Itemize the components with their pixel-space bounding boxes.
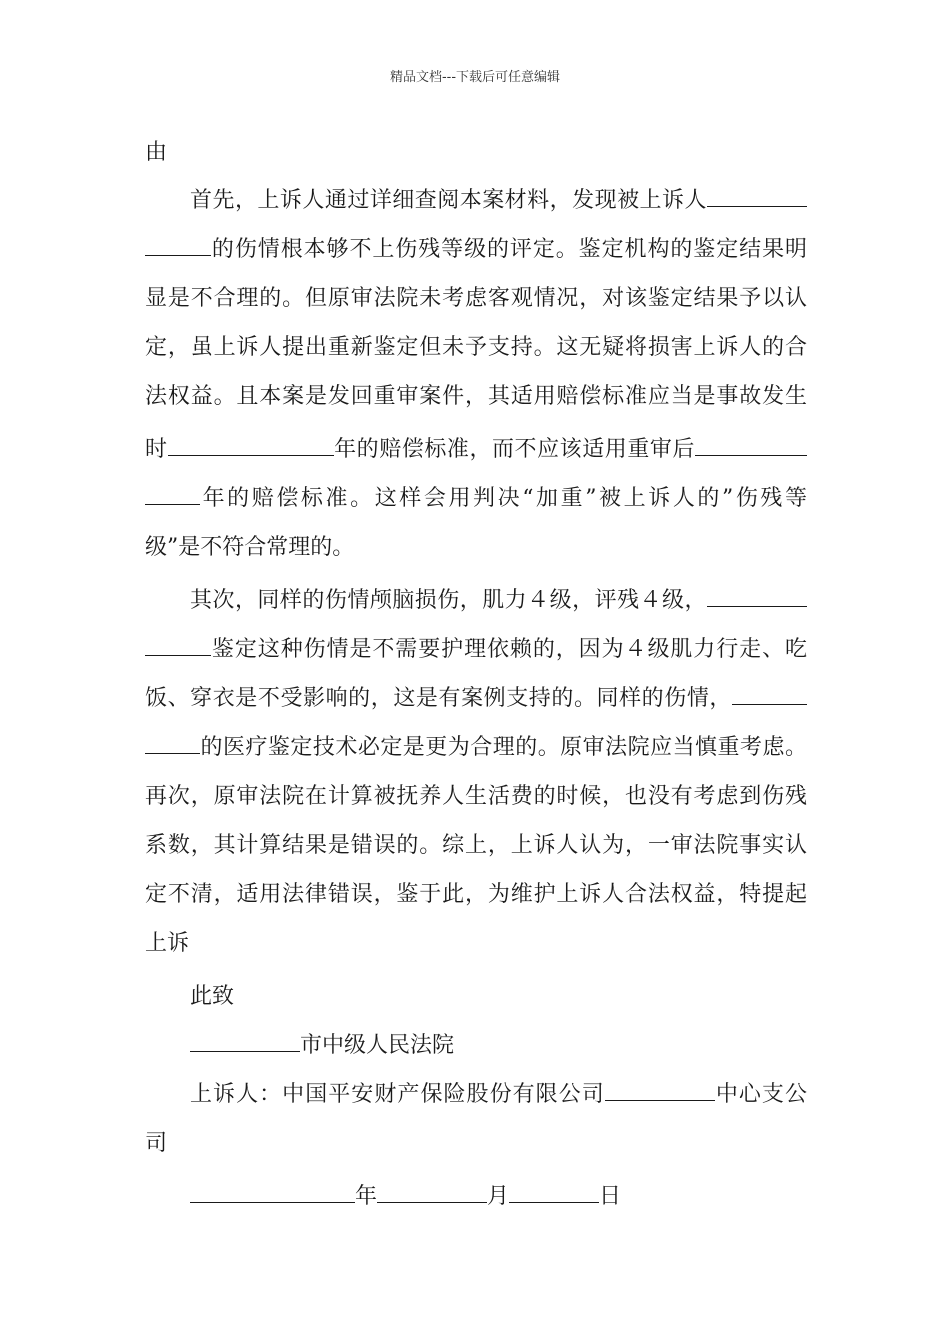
text-segment: 显是不合理的。但原审法院未考虑客观情况，对该鉴定结果予以认 [145,286,807,311]
text-line [190,1079,807,1111]
text-line [145,137,807,169]
fill-in-blank[interactable] [190,1182,355,1203]
text-line [190,185,807,217]
text-line [145,879,807,911]
text-segment: 饭、穿衣是不受影响的，这是有案例支持的。同样的伤情， [145,686,732,711]
text-segment: 司 [145,1131,168,1156]
text-segment: 首先，上诉人通过详细查阅本案材料，发现被上诉人 [190,188,707,213]
text-line [145,381,807,413]
text-line [145,634,807,666]
fill-in-blank[interactable] [732,684,807,705]
text-line [145,532,807,564]
text-segment: 由 [145,140,168,165]
text-segment: 的医疗鉴定技术必定是更为合理的。原审法院应当慎重考虑。 [200,735,807,760]
text-segment: 定不清，适用法律错误，鉴于此，为维护上诉人合法权益，特提起 [145,882,807,907]
fill-in-blank[interactable] [145,733,200,754]
text-line [190,981,807,1013]
fill-in-blank[interactable] [695,435,807,456]
fill-in-blank[interactable] [509,1182,599,1203]
text-segment: 月 [487,1184,510,1209]
text-segment: 法权益。且本案是发回重审案件，其适用赔偿标准应当是事故发生 [145,384,807,409]
text-line [145,483,807,515]
text-segment: 级”是不符合常理的。 [145,535,355,560]
text-segment: 上诉 [145,931,190,956]
fill-in-blank[interactable] [707,586,807,607]
text-segment: 再次，原审法院在计算被抚养人生活费的时候，也没有考虑到伤残 [145,784,807,809]
text-line [190,1181,807,1213]
text-segment: 其次，同样的伤情颅脑损伤，肌力４级，评残４级， [190,588,707,613]
text-line [145,732,807,764]
text-segment: 时 [145,437,168,462]
text-line [145,928,807,960]
fill-in-blank[interactable] [168,435,334,456]
text-line [145,1128,807,1160]
text-line [145,830,807,862]
text-line [145,332,807,364]
text-line [145,781,807,813]
fill-in-blank[interactable] [605,1080,715,1101]
text-line [145,283,807,315]
fill-in-blank[interactable] [377,1182,487,1203]
fill-in-blank[interactable] [145,635,211,656]
text-segment: 的伤情根本够不上伤残等级的评定。鉴定机构的鉴定结果明 [211,237,807,262]
text-segment: 鉴定这种伤情是不需要护理依赖的，因为４级肌力行走、吃 [211,637,807,662]
page-header: 精品文档---下载后可任意编辑 [389,70,561,85]
text-line [145,434,807,466]
text-segment: 定，虽上诉人提出重新鉴定但未予支持。这无疑将损害上诉人的合 [145,335,807,360]
text-segment: 上诉人：中国平安财产保险股份有限公司 [190,1082,605,1107]
text-segment: 市中级人民法院 [300,1033,455,1058]
text-segment: 此致 [190,984,235,1009]
fill-in-blank[interactable] [145,484,200,505]
text-segment: 年的赔偿标准。这样会用判决“加重”被上诉人的”伤残等 [200,486,807,511]
text-line [190,585,807,617]
text-segment: 年的赔偿标准，而不应该适用重审后 [333,437,695,462]
text-segment: 中心支公 [714,1082,807,1107]
fill-in-blank[interactable] [145,235,211,256]
text-segment: 系数，其计算结果是错误的。综上，上诉人认为，一审法院事实认 [145,833,807,858]
text-segment: 日 [599,1184,622,1209]
text-line [145,234,807,266]
fill-in-blank[interactable] [707,186,807,207]
text-line [190,1030,807,1062]
text-line [145,683,807,715]
text-segment: 年 [355,1184,378,1209]
fill-in-blank[interactable] [190,1031,300,1052]
